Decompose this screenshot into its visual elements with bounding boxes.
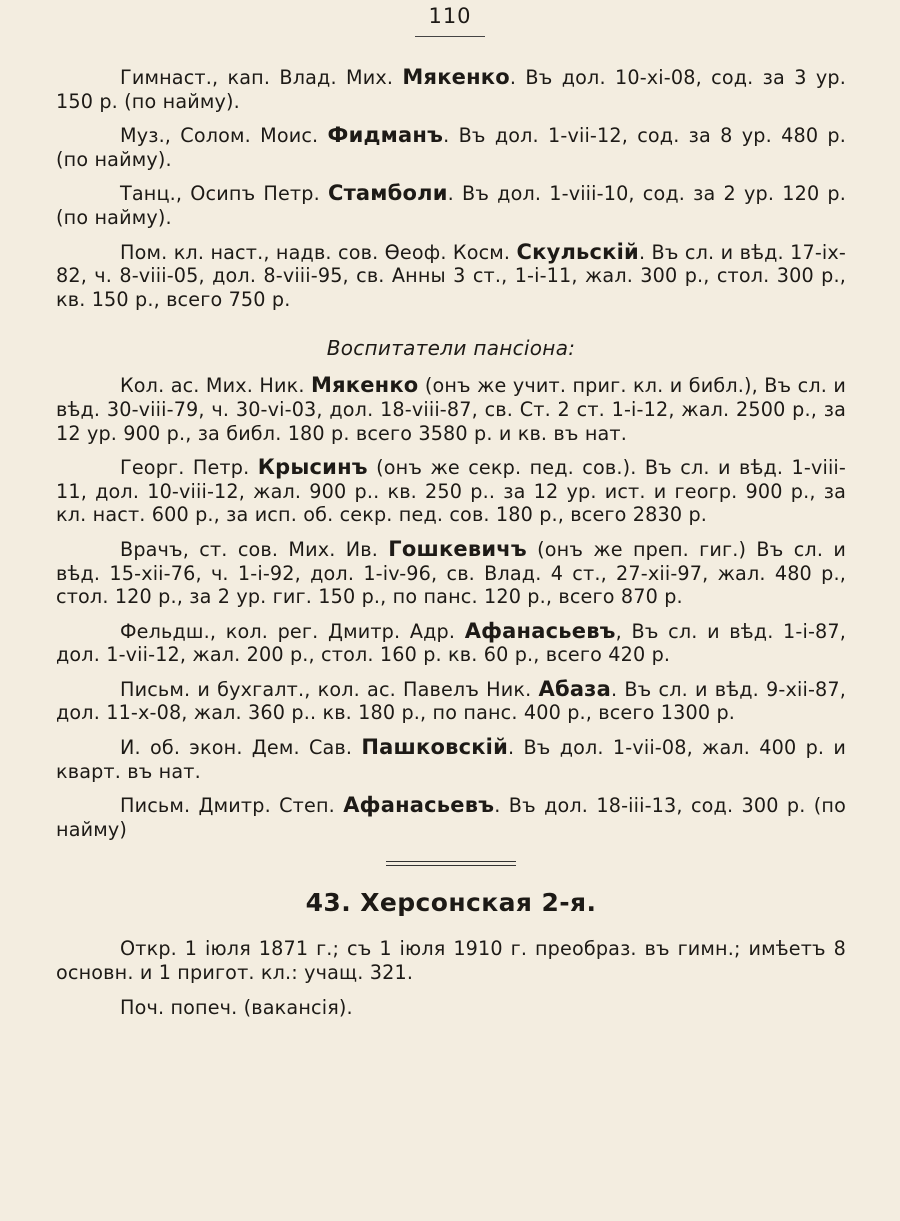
staff-entry (56, 241, 846, 312)
entry-details: . Въ дол. 1-viii-10, сод. за 2 ур. 120 р. (по найму). (56, 182, 846, 229)
page-number: 110 (428, 4, 472, 28)
staff-entry (56, 794, 846, 841)
entry-details: . Въ дол. 1-vii-08, жал. 400 р. и кварт. въ нат. (56, 736, 846, 783)
entry-details: (онъ же учит. приг. кл. и библ.), Въ сл. и вѣд. 30-viii-79, ч. 30-vi-03, дол. 18-viii-87, св. Ст. 2 ст. 1-i-12, жал. 2500 р., за 12 ур. 900 р., за библ. 180 р. всего 3580 р. и кв. въ нат. (56, 374, 847, 445)
entry-details: . Въ дол. 18-iii-13, сод. 300 р. (по найму) (56, 794, 846, 841)
staff-entry (56, 374, 846, 445)
staff-entry (56, 456, 846, 527)
entry-prefix: Гимнаст., кап. Влад. Мих. (120, 66, 403, 89)
entry-surname: Пашковскій (361, 735, 508, 760)
entry-details: . Въ сл. и вѣд. 17-ix-82, ч. 8-viii-05, дол. 8-viii-95, св. Анны 3 ст., 1-i-11, жал. 300 р., стол. 300 р., кв. 150 р., всего 750 р. (56, 240, 846, 311)
entry-prefix: Муз., Солом. Моис. (120, 124, 328, 148)
entry-details: . Въ сл. и вѣд. 9-xii-87, дол. 11-x-08, жал. 360 р.. кв. 180 р., по панс. 400 р., всего 1300 р. (56, 677, 846, 725)
staff-entry (56, 678, 846, 725)
entry-surname: Фидманъ (327, 123, 444, 148)
entry-details: . Въ дол. 1-vii-12, сод. за 8 ур. 480 р. (по найму). (56, 124, 846, 171)
entry-surname: Стамболи (327, 181, 448, 206)
staff-entry (56, 620, 846, 667)
entry-surname: Мякенко (402, 65, 510, 89)
staff-list (56, 66, 846, 1030)
entry-prefix: И. об. экон. Дем. Сав. (120, 736, 362, 760)
entry-prefix: Георг. Петр. (120, 456, 258, 480)
staff-entry (56, 124, 846, 171)
entry-surname: Абаза (538, 676, 611, 701)
entry-details: , Въ сл. и вѣд. 1-i-87, дол. 1-vii-12, жал. 200 р., стол. 160 р. кв. 60 р., всего 420 р. (56, 619, 846, 667)
entry-surname: Афанасьевъ (343, 793, 495, 818)
school-title: 43. Херсонская 2-я. (305, 888, 597, 918)
staff-entry (56, 182, 846, 229)
entry-surname: Афанасьевъ (464, 618, 616, 643)
section-heading: Воспитатели пансіона: (326, 336, 576, 361)
entry-prefix: Пом. кл. наст., надв. сов. Ѳеоф. Косм. (120, 240, 517, 264)
section-divider (386, 861, 516, 866)
school-paragraph: Откр. 1 іюля 1871 г.; съ 1 іюля 1910 г. преобраз. въ гимн.; имѣетъ 8 основн. и 1 пригот. кл.: учащ. 321. (56, 937, 846, 985)
entry-details: (онъ же преп. гиг.) Въ сл. и вѣд. 15-xii-76, ч. 1-i-92, дол. 1-iv-96, св. Влад. 4 ст., 27-xii-97, жал. 480 р., стол. 120 р., за 2 ур. гиг. 150 р., по панс. 120 р., всего 870 р. (56, 537, 846, 609)
staff-entry (56, 538, 846, 609)
entry-surname: Мякенко (310, 373, 419, 398)
entry-prefix: Кол. ас. Мих. Ник. (120, 374, 311, 398)
entry-details: (онъ же секр. пед. сов.). Въ сл. и вѣд. 1-viii-11, дол. 10-viii-12, жал. 900 р.. кв. 250 р.. за 12 ур. ист. и геогр. 900 р., за кл. наст. 600 р., за исп. об. секр. пед. сов. 180 р., всего 2830 р. (56, 456, 846, 527)
staff-entry (56, 736, 846, 783)
entry-prefix: Танц., Осипъ Петр. (120, 182, 328, 206)
page-number-underline (415, 36, 485, 37)
entry-prefix: Письм. и бухгалт., кол. ас. Павелъ Ник. (120, 677, 539, 701)
entry-details: . Въ дол. 10-xi-08, сод. за 3 ур. 150 р. (по найму). (56, 66, 846, 113)
entry-prefix: Фельдш., кол. рег. Дмитр. Адр. (120, 619, 465, 643)
school-paragraph: Поч. попеч. (вакансія). (120, 995, 353, 1019)
entry-prefix: Письм. Дмитр. Степ. (120, 794, 344, 818)
entry-prefix: Врачъ, ст. сов. Мих. Ив. (120, 537, 389, 561)
staff-entry (56, 66, 846, 113)
entry-surname: Гошкевичъ (388, 536, 527, 561)
entry-surname: Крысинъ (257, 455, 368, 480)
entry-surname: Скульскій (516, 239, 639, 264)
